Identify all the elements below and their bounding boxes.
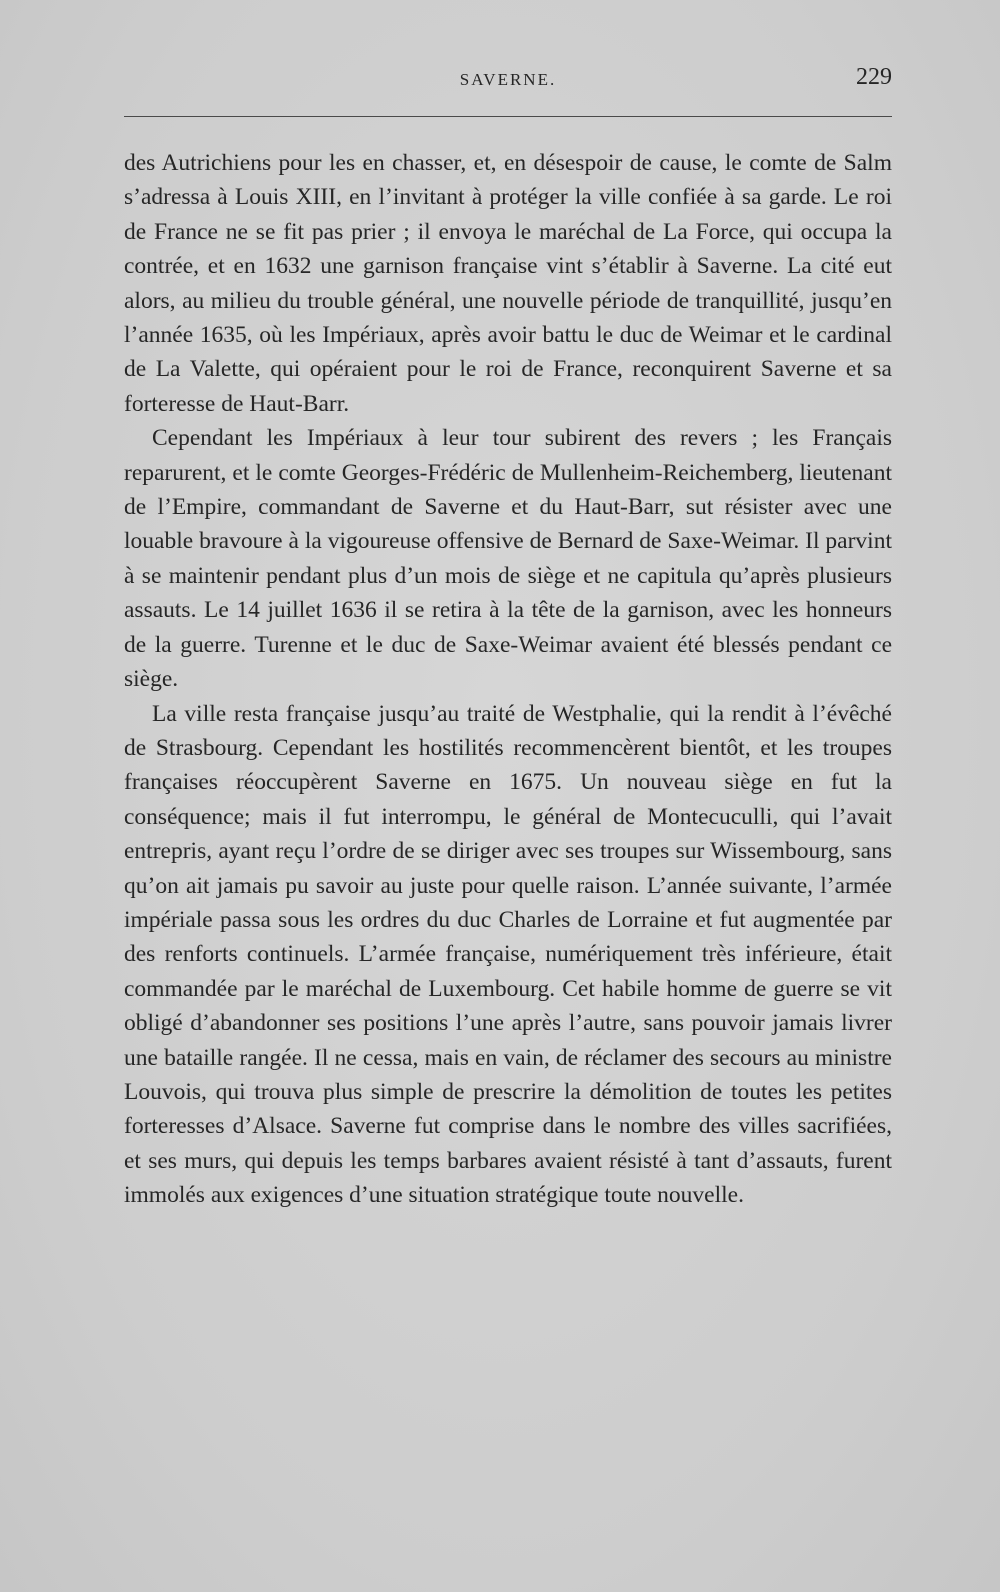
running-title: SAVERNE. [459,70,557,89]
page-number: 229 [856,64,892,90]
body-text [124,146,892,1213]
header-rule [124,116,892,117]
paragraph: des Autrichiens pour les en chasser, et, en désespoir de cause, le comte de Salm s’adressa à Louis XIII, en l’invitant à protéger la ville confiée à sa garde. Le roi de France ne se fit pas prier ; il envoya le maréchal de La Force, qui occupa la contrée, et en 1632 une garnison française vint s’établir à Saverne. La cité eut alors, au milieu du trouble général, une nouvelle période de tranquillité, jusqu’en l’année 1635, où les Impériaux, après avoir battu le duc de Weimar et le cardinal de La Valette, qui opéraient pour le roi de France, reconquirent Saverne et sa forteresse de Haut-Barr. [124,150,892,417]
paragraph: Cependant les Impériaux à leur tour subirent des revers ; les Français reparurent, et le comte Georges-Frédéric de Mullenheim-Reichemberg, lieutenant de l’Empire, commandant de Saverne et du Haut-Barr, sut résister avec une louable bravoure à la vigoureuse offensive de Bernard de Saxe-Weimar. Il parvint à se maintenir pendant plus d’un mois de siège et ne capitula qu’après plusieurs assauts. Le 14 juillet 1636 il se retira à la tête de la garnison, avec les honneurs de la guerre. Turenne et le duc de Saxe-Weimar avaient été blessés pendant ce siège. [124,425,892,693]
page-header [124,64,892,96]
paragraph: La ville resta française jusqu’au traité de Westphalie, qui la rendit à l’évêché de Strasbourg. Cependant les hostilités recommencèrent bientôt, et les troupes françaises réoccupèrent Saverne en 1675. Un nouveau siège en fut la conséquence; mais il fut interrompu, le général de Montecuculli, qui l’avait entrepris, ayant reçu l’ordre de se diriger avec ses troupes sur Wissembourg, sans qu’on ait jamais pu savoir au juste pour quelle raison. L’année suivante, l’armée impériale passa sous les ordres du duc Charles de Lorraine et fut augmentée par des renforts continuels. L’armée française, numériquement très inférieure, était commandée par le maréchal de Luxembourg. Cet habile homme de guerre se vit obligé d’abandonner ses positions l’une après l’autre, sans pouvoir jamais livrer une bataille rangée. Il ne cessa, mais en vain, de réclamer des secours au ministre Louvois, qui trouva plus simple de prescrire la démolition de toutes les petites forteresses d’Alsace. Saverne fut comprise dans le nombre des villes sacrifiées, et ses murs, qui depuis les temps barbares avaient résisté à tant d’assauts, furent immolés aux exigences d’une situation stratégique toute nouvelle. [124,700,892,1209]
